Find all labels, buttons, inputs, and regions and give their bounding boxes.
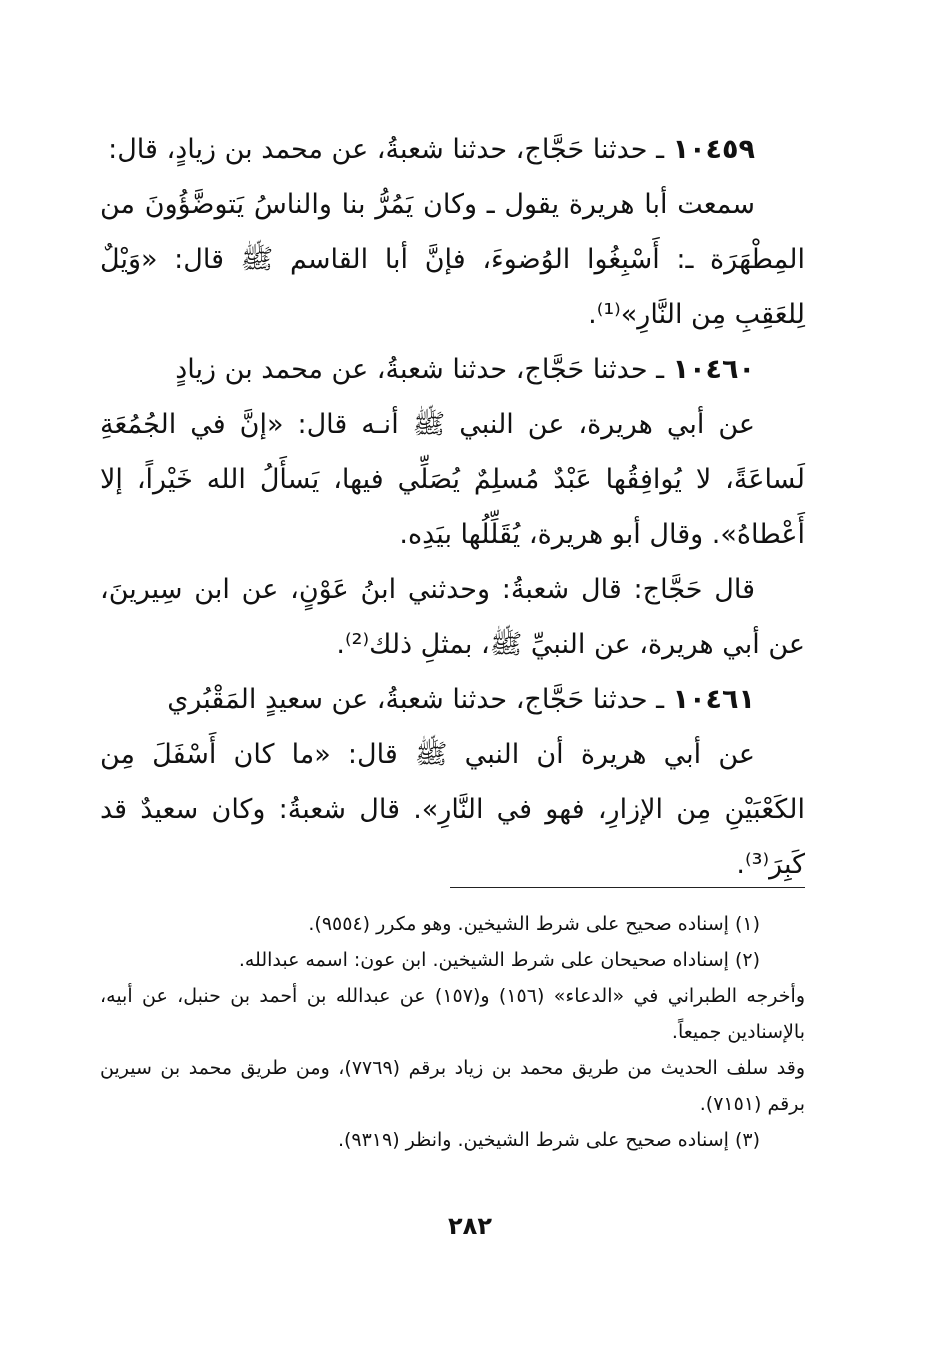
hadith-separator: ـ xyxy=(647,354,673,385)
matn-text: عن أبي هريرة، عن النبي ﷺ أنـه قال: «إنَّ في الجُمُعَةِ لَساعَةً، لا يُوافِقُها عَبْدٌ مُسلِمٌ يُصَلِّي فيها، يَسأَلُ الله خَيْراً، إلا أَعْطاهُ». وقال أبو هريرة، يُقَلِّلُها بيَدِه. xyxy=(100,409,805,550)
hadith-body-10460 xyxy=(100,397,805,562)
isnad-text: حدثنا حَجَّاج، حدثنا شعبةُ، عن محمد بن زيادٍ، قال: xyxy=(108,134,648,165)
isnad-text: حدثنا حَجَّاج، حدثنا شعبةُ، عن محمد بن زيادٍ xyxy=(175,354,648,385)
hadith-body-10459 xyxy=(100,177,805,342)
footnote-2-continued: وأخرجه الطبراني في «الدعاء» (١٥٦) و(١٥٧) عن عبدالله بن أحمد بن حنبل، عن أبيه، بالإسنادين جميعاً. xyxy=(100,985,805,1043)
main-text xyxy=(100,122,805,892)
hadith-header-10460 xyxy=(100,342,805,397)
hadith-note-10460 xyxy=(100,562,805,672)
hadith-separator: ـ xyxy=(647,134,673,165)
matn-text: قال حَجَّاج: قال شعبةُ: وحدثني ابنُ عَوْنٍ، عن ابن سِيرينَ، عن أبي هريرة، عن النبيِّ ﷺ، بمثلِ ذلك⁽²⁾. xyxy=(100,574,805,660)
hadith-number: ١٠٤٥٩ xyxy=(672,134,755,165)
footnotes xyxy=(100,906,805,1158)
hadith-header-10459 xyxy=(100,122,805,177)
hadith-number: ١٠٤٦٠ xyxy=(672,354,755,385)
page-number: ٢٨٢ xyxy=(448,1212,492,1240)
footnote-2: (٢) إسناداه صحيحان على شرط الشيخين. ابن عون: اسمه عبدالله. xyxy=(238,949,760,971)
footnote-3: (٣) إسناده صحيح على شرط الشيخين. وانظر (٩٣١٩). xyxy=(337,1129,760,1151)
hadith-header-10461 xyxy=(100,672,805,727)
hadith-body-10461 xyxy=(100,727,805,892)
footnote-divider xyxy=(450,887,805,888)
footnote-2-continued: وقد سلف الحديث من طريق محمد بن زياد برقم (٧٧٦٩)، ومن طريق محمد بن سيرين برقم (٧١٥١). xyxy=(100,1057,805,1115)
hadith-number: ١٠٤٦١ xyxy=(672,684,755,715)
matn-text: سمعت أبا هريرة يقول ـ وكان يَمُرُّ بنا والناسُ يَتوضَّؤُونَ من المِطْهَرَة ـ: أَسْبِغُوا الوُضوءَ، فإنَّ أبا القاسم ﷺ قال: «وَيْلٌ لِلعَقِبِ مِن النَّارِ»⁽¹⁾. xyxy=(100,189,805,330)
isnad-text: حدثنا حَجَّاج، حدثنا شعبةُ، عن سعيدٍ المَقْبُري xyxy=(167,684,648,715)
footnote-1: (١) إسناده صحيح على شرط الشيخين. وهو مكرر (٩٥٥٤). xyxy=(308,913,760,935)
hadith-separator: ـ xyxy=(647,684,673,715)
matn-text: عن أبي هريرة أن النبي ﷺ قال: «ما كان أَسْفَلَ مِن الكَعْبَيْنِ مِن الإزارِ، فهو في النَّارِ». قال شعبةُ: وكان سعيدٌ قد كَبِرَ⁽³⁾. xyxy=(100,739,805,880)
